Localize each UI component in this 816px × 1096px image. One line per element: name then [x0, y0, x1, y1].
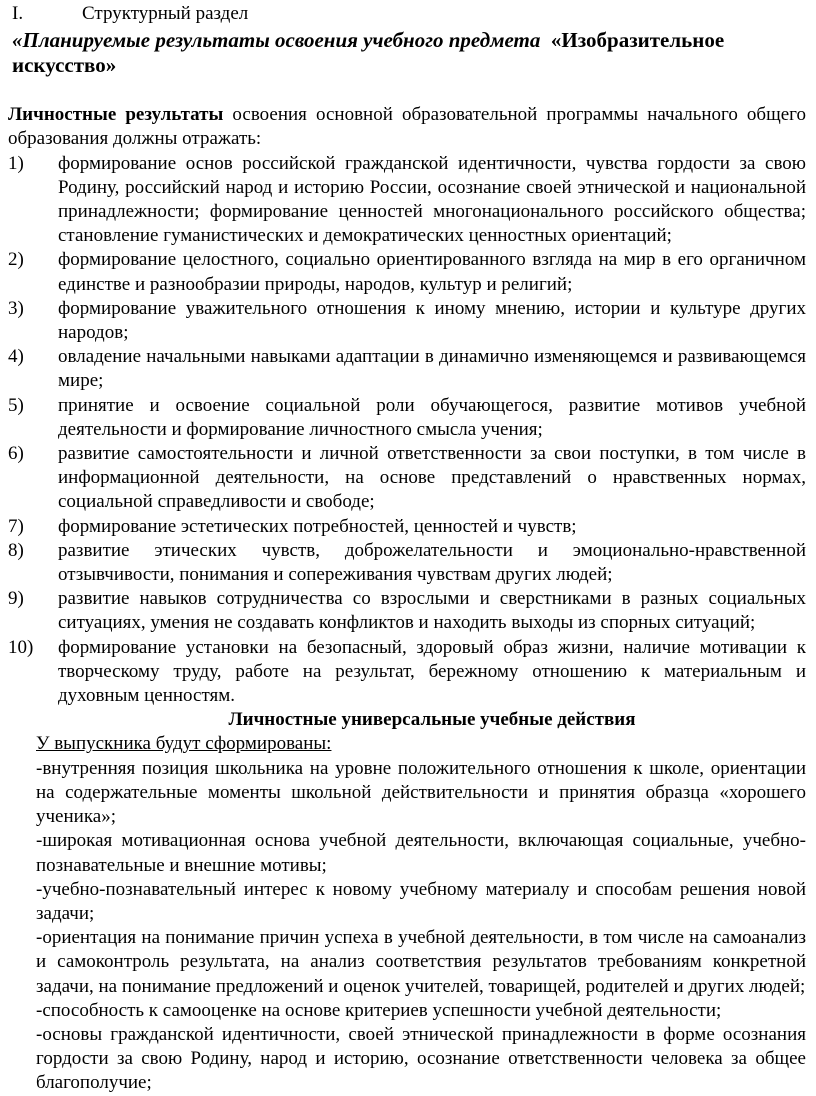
list-item-text: формирование уважительного отношения к иному мнению, истории и культуре других народов;	[58, 297, 806, 344]
list-item-number: 9)	[8, 588, 24, 610]
list-item-text: принятие и освоение социальной роли обучающегося, развитие мотивов учебной деятельности и формирование личностного смысла учения;	[58, 394, 806, 440]
list-item-number: 6)	[8, 443, 24, 465]
list-item-text: формирование основ российской гражданской идентичности, чувства гордости за свою Родину, российский народ и историю России, осознание своей этнической и национальной принадлежности; формирование ценностей многонационального российского общества; становление гуманистических и демократических ценностных ориентаций;	[58, 152, 806, 247]
list-item	[8, 248, 806, 296]
list-item-text: развитие самостоятельности и личной ответственности за свои поступки, в том числе в информационной деятельности, на основе представлений о нравственных нормах, социальной справедливости и свободе;	[58, 443, 806, 513]
intro-paragraph	[8, 103, 806, 151]
uud-item: -внутренняя позиция школьника на уровне положительного отношения к школе, ориентации на содержательные моменты школьной действительности и принятия образца «хорошего ученика»;	[36, 757, 806, 828]
list-item	[8, 345, 806, 393]
list-item-text: формирование целостного, социально ориентированного взгляда на мир в его органичном единстве и разнообразии природы, народов, культур и религий;	[58, 249, 806, 295]
subject-open-quote: «	[12, 28, 23, 53]
uud-item: -основы гражданской идентичности, своей этнической принадлежности в форме осознания гордости за свою Родину, народ и историю, осознание ответственности человека за общее благополучие;	[36, 1023, 806, 1094]
list-item-number: 5)	[8, 394, 24, 416]
list-item	[8, 442, 806, 515]
list-item	[8, 152, 806, 249]
list-item-number: 3)	[8, 297, 24, 319]
list-item-number: 4)	[8, 346, 24, 368]
uud-item: -учебно-познавательный интерес к новому учебному материалу и способам решения новой задачи;	[36, 878, 806, 924]
list-item	[8, 515, 806, 539]
list-item-number: 10)	[8, 636, 34, 658]
intro-text: освоения основной образовательной программы начального общего образования должны отражать:	[8, 104, 806, 150]
list-item-number: 8)	[8, 539, 24, 561]
uud-item: -широкая мотивационная основа учебной деятельности, включающая социальные, учебно-познавательные и внешние мотивы;	[36, 830, 806, 876]
intro-heading: Личностные результаты	[8, 104, 224, 126]
list-item	[8, 587, 806, 635]
subject-title-italic: Планируемые результаты освоения учебного предмета	[22, 28, 541, 53]
uud-heading: Личностные универсальные учебные действия	[228, 709, 636, 731]
section-heading	[12, 2, 806, 26]
uud-item: -способность к самооценке на основе критериев успешности учебной деятельности;	[36, 999, 722, 1021]
uud-subheading: У выпускника будут сформированы:	[36, 733, 332, 755]
personal-results-list	[8, 152, 806, 709]
section-title: Структурный раздел	[82, 3, 249, 24]
list-item	[8, 394, 806, 442]
list-item-number: 1)	[8, 152, 24, 174]
subject-title	[8, 28, 806, 78]
section-number: I.	[12, 3, 24, 24]
list-item	[8, 297, 806, 345]
list-item-number: 7)	[8, 515, 24, 537]
list-item-text: формирование эстетических потребностей, ценностей и чувств;	[58, 515, 577, 537]
uud-section	[8, 732, 806, 1095]
list-item	[8, 636, 806, 709]
list-item	[8, 539, 806, 587]
list-item-text: формирование установки на безопасный, здоровый образ жизни, наличие мотивации к творческому труду, работе на результат, бережному отношению к материальным и духовным ценностям.	[58, 636, 806, 707]
uud-item: -ориентация на понимание причин успеха в учебной деятельности, в том числе на самоанализ и самоконтроль результата, на анализ соответствия результатов требованиям конкретной задачи, на понимание предложений и оценок учителей, товарищей, родителей и других людей;	[36, 927, 806, 997]
subject-title-name: «Изобразительное искусство»	[12, 28, 725, 78]
list-item-text: овладение начальными навыками адаптации в динамично изменяющемся и развивающемся мире;	[58, 346, 806, 392]
list-item-number: 2)	[8, 249, 24, 271]
list-item-text: развитие этических чувств, доброжелательности и эмоционально-нравственной отзывчивости, понимания и сопереживания чувствам других людей;	[58, 539, 806, 586]
list-item-text: развитие навыков сотрудничества со взрослыми и сверстниками в разных социальных ситуациях, умения не создавать конфликтов и находить выходы из спорных ситуаций;	[58, 588, 806, 634]
